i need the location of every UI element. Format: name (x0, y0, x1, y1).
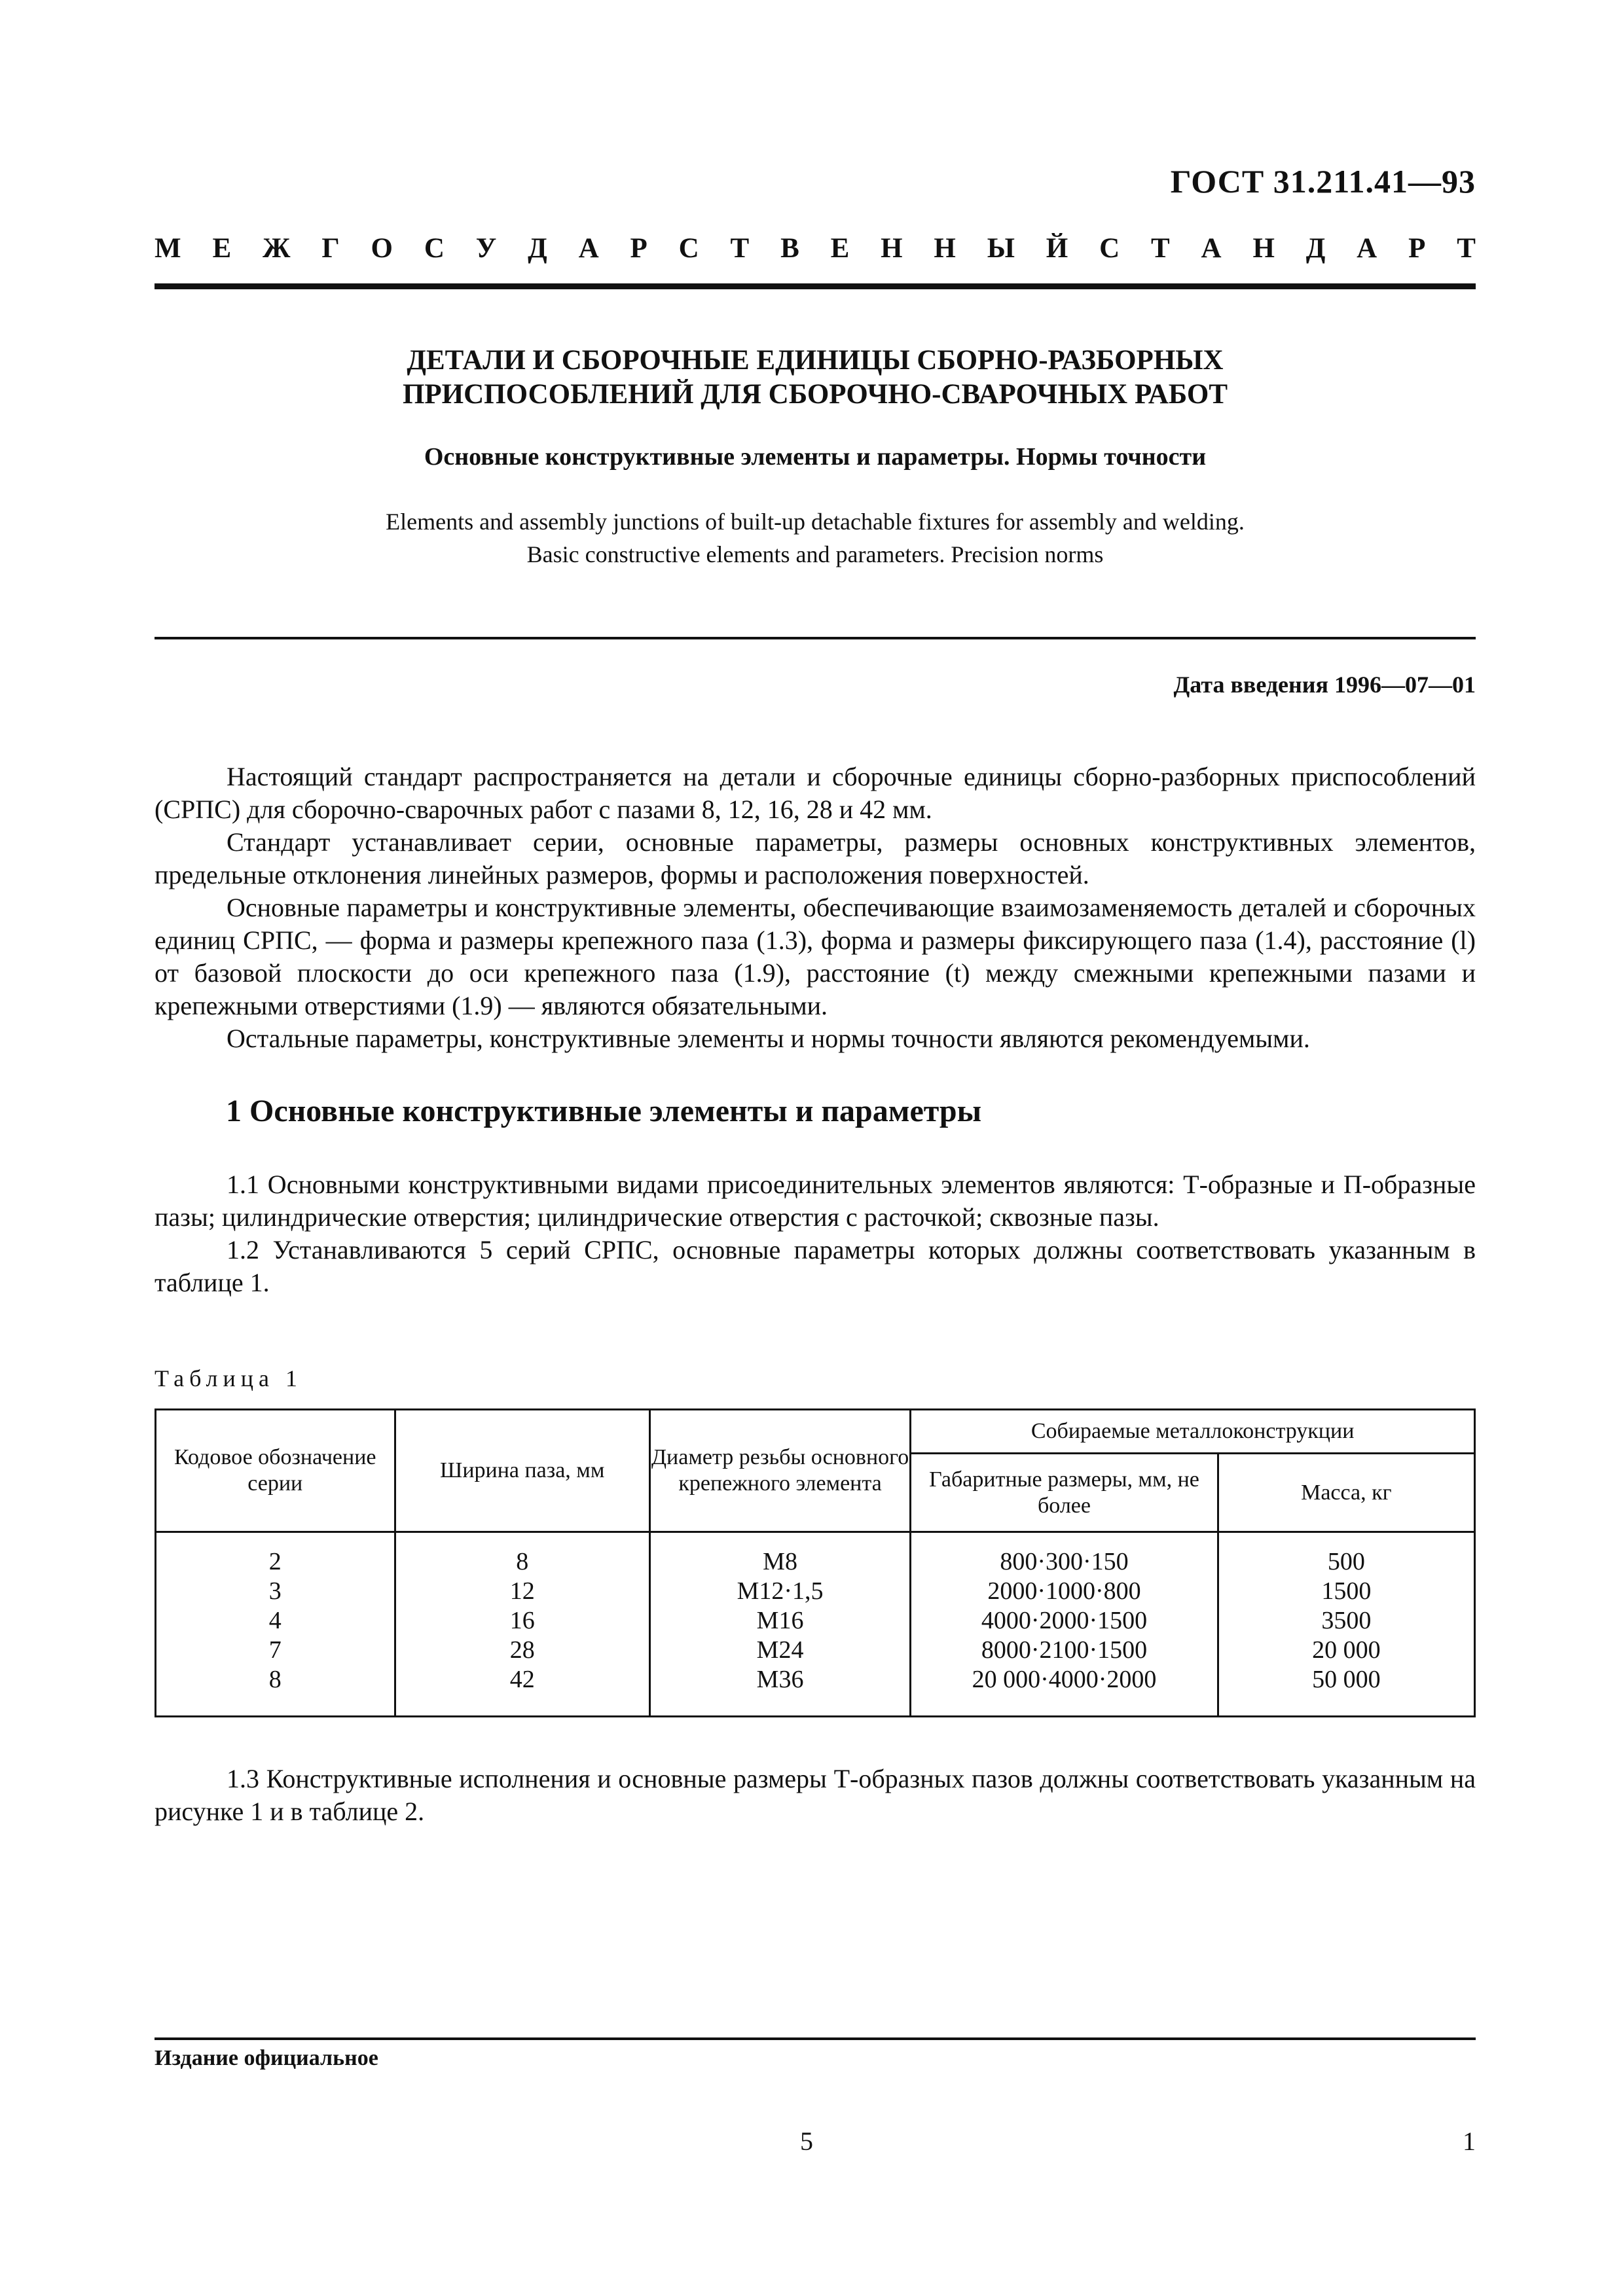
document-number: ГОСТ 31.211.41—93 (1170, 163, 1476, 200)
document-subtitle: Основные конструктивные элементы и параметры. Нормы точности (424, 443, 1207, 471)
table-cell: М8 (763, 1548, 797, 1575)
column-mass (1218, 1532, 1474, 1717)
standard-type-letter: С (424, 233, 445, 264)
table-cell: 42 (509, 1666, 535, 1693)
table-cell: 20 000·4000·2000 (972, 1666, 1157, 1693)
table-cell: 20 000 (1312, 1636, 1381, 1664)
title-rule (155, 637, 1476, 639)
paragraph-1-3: 1.3 Конструктивные исполнения и основные размеры Т-образных пазов должны соответствовать указанным на рисунке 1 и в таблице 2. (155, 1764, 1476, 1826)
table-cell: 3 (268, 1577, 282, 1605)
table-cell: 16 (509, 1607, 535, 1634)
header-mass: Масса, кг (1218, 1454, 1474, 1532)
header-group: Собираемые металлоконструкции (911, 1410, 1475, 1454)
standard-type-heading (155, 232, 1476, 264)
table-cell: 8000·2100·1500 (981, 1636, 1148, 1664)
table-cell: 500 (1327, 1548, 1365, 1575)
standard-type-letter: Г (321, 233, 340, 264)
section-1-text-continued (155, 1763, 1476, 1828)
standard-type-letter: Ы (987, 233, 1015, 264)
standard-type-letter: Й (1046, 233, 1068, 264)
standard-type-letter: А (1201, 233, 1222, 264)
header-slot-width: Ширина паза, мм (395, 1410, 649, 1532)
column-thread (649, 1532, 910, 1717)
paragraph-1-1: 1.1 Основными конструктивными видами присоединительных элементов являются: Т-образные и П-образные пазы; цилиндрические отверстия; цилиндрические отверстия с расточкой; сквозные пазы. (155, 1170, 1476, 1232)
standard-type-letter: Н (934, 233, 956, 264)
table-cell: 7 (268, 1636, 282, 1664)
intro-date: Дата введения 1996—07—01 (1173, 672, 1476, 698)
standard-type-letter: А (1357, 233, 1377, 264)
standard-type-letter: М (155, 233, 181, 264)
edition-label: Издание официальное (155, 2046, 378, 2070)
table-cell: 800·300·150 (1000, 1548, 1129, 1575)
table-cell: 8 (268, 1666, 282, 1693)
standard-type-letter: Д (1305, 233, 1326, 264)
standard-type-letter: Р (630, 233, 647, 264)
standard-type-letter: Т (1151, 233, 1170, 264)
standard-type-letter: Р (1408, 233, 1426, 264)
title-line-1: ДЕТАЛИ И СБОРОЧНЫЕ ЕДИНИЦЫ СБОРНО-РАЗБОРНЫХ (407, 345, 1224, 376)
table-cell: 50 000 (1312, 1666, 1381, 1693)
column-code (156, 1532, 395, 1717)
standard-type-letter: С (1099, 233, 1120, 264)
table-cell: М36 (756, 1666, 804, 1693)
table-cell: М16 (756, 1607, 804, 1634)
footer-rule (155, 2037, 1476, 2040)
table-1 (155, 1408, 1476, 1717)
standard-type-letter: Д (528, 233, 547, 264)
english-title (155, 505, 1476, 571)
standard-type-letter: А (578, 233, 599, 264)
header-rule (155, 283, 1476, 289)
table-cell: 28 (509, 1636, 535, 1664)
table-cell: 8 (516, 1548, 529, 1575)
table-cell: 1500 (1321, 1577, 1372, 1605)
table-cell: М12·1,5 (737, 1577, 824, 1605)
header-dimensions: Габаритные размеры, мм, не более (911, 1454, 1218, 1532)
column-slot-width (395, 1532, 649, 1717)
column-dimensions (911, 1532, 1218, 1717)
intro-paragraph: Остальные параметры, конструктивные элементы и нормы точности являются рекомендуемыми. (227, 1024, 1310, 1053)
standard-type-letter: С (678, 233, 699, 264)
intro-paragraph: Стандарт устанавливает серии, основные параметры, размеры основных конструктивных элементов, предельные отклонения линейных размеров, формы и расположения поверхностей. (155, 827, 1476, 889)
section-1-text (155, 1168, 1476, 1299)
standard-type-letter: Н (1252, 233, 1275, 264)
standard-type-letter: Е (212, 233, 232, 264)
paragraph-1-2: 1.2 Устанавливаются 5 серий СРПС, основные параметры которых должны соответствовать указанным в таблице 1. (155, 1235, 1476, 1297)
table-cell: 4 (268, 1607, 282, 1634)
table-cell: 3500 (1321, 1607, 1372, 1634)
standard-type-letter: У (475, 233, 497, 264)
document-title (155, 344, 1476, 412)
page-number-right: 1 (1463, 2126, 1476, 2156)
header-thread: Диаметр резьбы основного крепежного элемента (649, 1410, 910, 1532)
table-cell: 2 (268, 1548, 282, 1575)
intro-paragraph: Основные параметры и конструктивные элементы, обеспечивающие взаимозаменяемость деталей и сборочных единиц СРПС, — форма и размеры крепежного паза (1.3), форма и размеры фиксирующего паза (1.4), расстояние (l) от базовой плоскости до оси крепежного паза (1.9), расстояние (t) между смежными крепежными пазами и крепежными отверстиями (1.9) — являются обязательными. (155, 893, 1476, 1020)
english-title-line-1: Elements and assembly junctions of built-up detachable fixtures for assembly and welding. (386, 509, 1245, 535)
table-cell: 12 (509, 1577, 535, 1605)
table-cell: М24 (756, 1636, 804, 1664)
intro-text (155, 761, 1476, 1055)
standard-type-letter: О (371, 233, 393, 264)
standard-type-letter: Ж (262, 233, 291, 264)
table-1-caption: Таблица 1 (155, 1365, 302, 1391)
intro-paragraph: Настоящий стандарт распространяется на детали и сборочные единицы сборно-разборных приспособлений (СРПС) для сборочно-сварочных работ с пазами 8, 12, 16, 28 и 42 мм. (155, 762, 1476, 824)
table-cell: 4000·2000·1500 (981, 1607, 1148, 1634)
standard-type-letter: В (780, 233, 799, 264)
page-number-center: 5 (800, 2126, 813, 2156)
header-code: Кодовое обозначение серии (156, 1410, 395, 1532)
english-title-line-2: Basic constructive elements and parameters. Precision norms (526, 541, 1104, 567)
table-cell: 2000·1000·800 (987, 1577, 1141, 1605)
standard-type-letter: Т (730, 233, 750, 264)
standard-type-letter: Е (830, 233, 850, 264)
title-line-2: ПРИСПОСОБЛЕНИЙ ДЛЯ СБОРОЧНО-СВАРОЧНЫХ РАБОТ (402, 379, 1228, 410)
standard-type-letter: Н (881, 233, 903, 264)
section-1-heading: 1 Основные конструктивные элементы и параметры (226, 1094, 982, 1128)
standard-type-letter: Т (1457, 233, 1476, 264)
